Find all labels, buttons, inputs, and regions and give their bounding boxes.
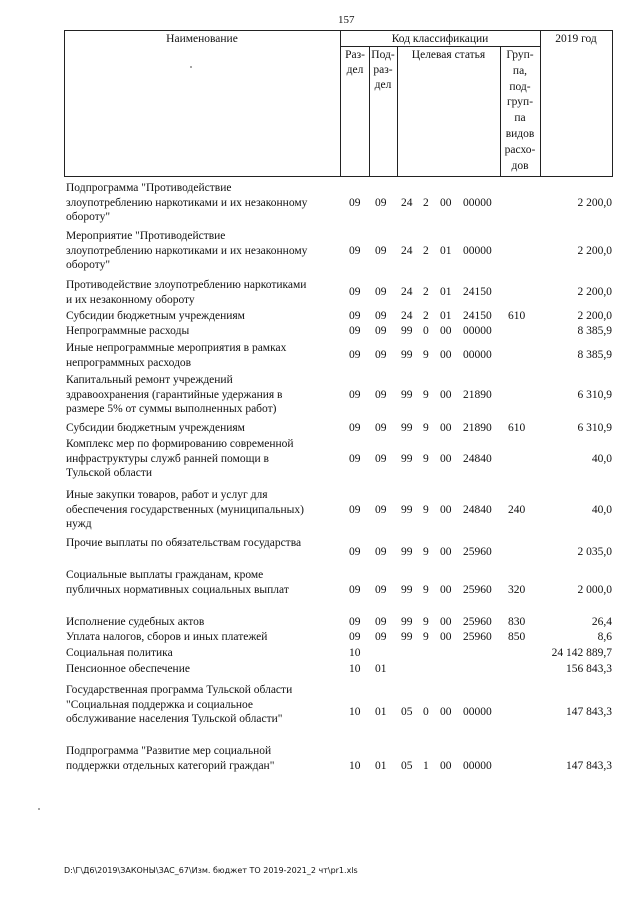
row-podrazdel: 09 <box>375 583 387 596</box>
row-podrazdel: 09 <box>375 286 387 299</box>
row-name-line: Государственная программа Тульской области <box>66 684 293 696</box>
row-name <box>66 341 338 370</box>
row-target-program: 99 <box>401 388 413 401</box>
row-name <box>66 181 338 225</box>
row-target-direction: 24840 <box>463 452 492 465</box>
row-name-line: Социальная политика <box>66 647 173 659</box>
row-name <box>66 373 338 417</box>
header-razdel: Раз- дел <box>345 49 365 76</box>
row-target-direction: 00000 <box>463 325 492 337</box>
row-target-direction: 00000 <box>463 759 492 772</box>
row-name <box>66 615 338 630</box>
row-target-program: 24 <box>401 244 413 257</box>
row-sum: 40,0 <box>591 503 612 516</box>
row-name-line: Социальные выплаты гражданам, кроме <box>66 569 264 581</box>
row-name <box>66 437 338 481</box>
row-name-line: обороту" <box>66 259 111 271</box>
row-name-line: Подпрограмма "Противодействие <box>66 182 232 194</box>
row-sum: 2 035,0 <box>577 545 612 558</box>
row-target-event: 00 <box>440 422 452 434</box>
row-name-line: Тульской области <box>66 467 153 479</box>
row-name-line: Уплата налогов, сборов и иных платежей <box>66 631 268 643</box>
row-name-line: Исполнение судебных актов <box>66 616 205 628</box>
row-name-line: инфраструктуры служб ранней помощи в <box>66 452 269 465</box>
row-podrazdel: 09 <box>375 349 387 362</box>
row-target-subprogram: 9 <box>423 583 429 596</box>
row-target-program: 99 <box>401 503 413 516</box>
row-target-direction: 00000 <box>463 244 492 257</box>
row-target-subprogram: 9 <box>423 349 429 362</box>
row-sum: 8 385,9 <box>577 349 612 362</box>
row-sum: 6 310,9 <box>577 422 612 434</box>
row-name <box>66 309 338 324</box>
row-sum: 147 843,3 <box>566 705 612 718</box>
header-vid: Груп- па, под- груп- па видов расхо- дов <box>504 49 536 172</box>
row-sum: 147 843,3 <box>566 759 612 772</box>
row-name <box>66 646 338 661</box>
row-name-line: Подпрограмма "Развитие мер социальной <box>66 745 272 757</box>
row-podrazdel: 09 <box>375 310 387 322</box>
row-razdel: 09 <box>349 388 361 401</box>
row-target-direction: 00000 <box>463 349 492 362</box>
row-target-program: 05 <box>401 759 413 772</box>
row-name-line: нужд <box>66 518 92 530</box>
row-target-subprogram: 9 <box>423 545 429 558</box>
row-name-line: Комплекс мер по формированию современной <box>66 438 294 450</box>
row-target-program: 99 <box>401 583 413 596</box>
row-target-subprogram: 9 <box>423 452 429 465</box>
row-podrazdel: 09 <box>375 631 387 643</box>
row-name-line: злоупотреблению наркотиками и их незаконному <box>66 196 308 209</box>
row-name <box>66 324 338 339</box>
row-name-line: Пенсионное обеспечение <box>66 663 190 675</box>
row-name-line: обслуживание населения Тульской области" <box>66 713 283 725</box>
row-target-program: 99 <box>401 631 413 643</box>
row-name-line: Иные закупки товаров, работ и услуг для <box>66 489 268 501</box>
row-razdel: 09 <box>349 422 361 434</box>
row-name-line: Субсидии бюджетным учреждениям <box>66 422 245 434</box>
row-razdel: 09 <box>349 349 361 362</box>
row-expense-type: 830 <box>508 616 526 628</box>
row-name-line: Капитальный ремонт учреждений <box>66 374 233 386</box>
row-expense-type: 610 <box>508 310 526 322</box>
row-sum: 2 200,0 <box>577 196 612 209</box>
row-name-line: поддержки отдельных категорий граждан" <box>66 759 275 772</box>
row-name <box>66 229 338 273</box>
row-name-line: размере 5% от суммы выполненных работ) <box>66 403 277 415</box>
row-podrazdel: 09 <box>375 452 387 465</box>
row-target-program: 24 <box>401 310 413 322</box>
row-podrazdel: 09 <box>375 616 387 628</box>
row-podrazdel: 09 <box>375 388 387 401</box>
row-podrazdel: 09 <box>375 503 387 516</box>
row-target-direction: 24840 <box>463 503 492 516</box>
row-target-subprogram: 9 <box>423 422 429 434</box>
header-name: Наименование <box>166 33 238 45</box>
row-razdel: 10 <box>349 759 361 772</box>
row-target-event: 00 <box>440 759 452 772</box>
row-target-direction: 00000 <box>463 196 492 209</box>
row-name <box>66 630 338 645</box>
row-target-event: 00 <box>440 616 452 628</box>
row-sum: 2 200,0 <box>577 310 612 322</box>
row-target-event: 00 <box>440 349 452 362</box>
row-target-event: 00 <box>440 325 452 337</box>
row-target-event: 01 <box>440 310 452 322</box>
row-sum: 40,0 <box>591 452 612 465</box>
row-target-event: 00 <box>440 196 452 209</box>
row-razdel: 09 <box>349 545 361 558</box>
row-name <box>66 421 338 436</box>
row-target-subprogram: 0 <box>423 325 429 337</box>
row-podrazdel: 01 <box>375 759 387 772</box>
row-name <box>66 744 338 773</box>
row-target-direction: 00000 <box>463 705 492 718</box>
row-name-line: и их незаконному обороту <box>66 293 195 306</box>
row-name <box>66 488 338 532</box>
row-podrazdel: 01 <box>375 663 387 675</box>
row-sum: 156 843,3 <box>566 663 612 675</box>
row-name-line: Иные непрограммные мероприятия в рамках <box>66 342 287 354</box>
row-razdel: 09 <box>349 616 361 628</box>
row-name-line: "Социальная поддержка и социальное <box>66 698 254 711</box>
row-sum: 8,6 <box>597 631 612 643</box>
row-target-direction: 25960 <box>463 583 492 596</box>
row-target-event: 00 <box>440 631 452 643</box>
row-target-event: 01 <box>440 244 452 257</box>
row-razdel: 09 <box>349 196 361 209</box>
row-target-program: 99 <box>401 545 413 558</box>
row-podrazdel: 09 <box>375 325 387 337</box>
row-podrazdel: 09 <box>375 545 387 558</box>
row-podrazdel: 09 <box>375 422 387 434</box>
row-target-subprogram: 0 <box>423 705 429 718</box>
page-number: 157 <box>338 14 355 26</box>
row-name <box>66 683 338 727</box>
row-target-program: 99 <box>401 349 413 362</box>
row-target-event: 00 <box>440 705 452 718</box>
row-expense-type: 240 <box>508 503 526 516</box>
row-expense-type: 610 <box>508 422 526 434</box>
row-target-event: 00 <box>440 452 452 465</box>
header-year: 2019 год <box>555 33 597 45</box>
row-target-program: 99 <box>401 422 413 434</box>
row-target-event: 00 <box>440 545 452 558</box>
row-sum: 26,4 <box>591 616 612 628</box>
row-target-subprogram: 2 <box>423 310 429 322</box>
row-target-program: 24 <box>401 286 413 299</box>
row-name-line: публичных нормативных социальных выплат <box>66 583 289 596</box>
row-name <box>66 278 338 307</box>
row-razdel: 10 <box>349 647 361 659</box>
row-name-line: Противодействие злоупотреблению наркотиками <box>66 279 307 291</box>
row-name-line: Субсидии бюджетным учреждениям <box>66 310 245 322</box>
row-target-event: 00 <box>440 503 452 516</box>
file-path-footer: D:\Г\Д6\2019\ЗАКОНЫ\ЗАС_67\Изм. бюджет ТО 2019-2021_2 чт\pr1.xls <box>64 866 358 875</box>
row-target-program: 99 <box>401 452 413 465</box>
row-target-direction: 21890 <box>463 422 492 434</box>
row-target-direction: 25960 <box>463 545 492 558</box>
row-target-event: 00 <box>440 583 452 596</box>
row-target-subprogram: 2 <box>423 244 429 257</box>
row-podrazdel: 01 <box>375 705 387 718</box>
row-name-line: непрограммных расходов <box>66 356 192 369</box>
row-name-line: обороту" <box>66 211 111 223</box>
row-target-program: 05 <box>401 705 413 718</box>
row-target-program: 99 <box>401 616 413 628</box>
row-razdel: 09 <box>349 583 361 596</box>
row-name <box>66 536 338 551</box>
row-target-direction: 24150 <box>463 310 492 322</box>
row-sum: 6 310,9 <box>577 388 612 401</box>
row-expense-type: 320 <box>508 583 526 596</box>
scan-speck <box>38 808 40 810</box>
row-sum: 24 142 889,7 <box>551 647 612 659</box>
row-target-subprogram: 2 <box>423 196 429 209</box>
row-expense-type: 850 <box>508 631 526 643</box>
row-target-program: 24 <box>401 196 413 209</box>
row-razdel: 10 <box>349 705 361 718</box>
header-podrazdel: Под- раз- дел <box>371 49 395 91</box>
row-sum: 2 200,0 <box>577 286 612 299</box>
row-target-event: 01 <box>440 286 452 299</box>
row-sum: 2 200,0 <box>577 244 612 257</box>
row-target-subprogram: 9 <box>423 388 429 401</box>
row-target-subprogram: 2 <box>423 286 429 299</box>
row-target-subprogram: 9 <box>423 631 429 643</box>
row-target-subprogram: 9 <box>423 503 429 516</box>
row-name <box>66 568 338 597</box>
row-target-subprogram: 1 <box>423 759 429 772</box>
row-name-line: Прочие выплаты по обязательствам государства <box>66 537 302 549</box>
row-name <box>66 662 338 677</box>
scan-speck <box>190 66 192 68</box>
row-sum: 2 000,0 <box>577 583 612 596</box>
row-razdel: 10 <box>349 663 361 675</box>
row-name-line: здравоохранения (гарантийные удержания в <box>66 388 283 401</box>
row-name-line: Непрограммные расходы <box>66 325 190 337</box>
row-sum: 8 385,9 <box>577 325 612 337</box>
header-classification: Код классификации <box>391 33 489 45</box>
row-target-program: 99 <box>401 325 413 337</box>
row-target-direction: 24150 <box>463 286 492 299</box>
row-razdel: 09 <box>349 452 361 465</box>
row-target-subprogram: 9 <box>423 616 429 628</box>
row-target-direction: 21890 <box>463 388 492 401</box>
row-razdel: 09 <box>349 503 361 516</box>
row-target-direction: 25960 <box>463 631 492 643</box>
row-razdel: 09 <box>349 286 361 299</box>
row-razdel: 09 <box>349 631 361 643</box>
row-podrazdel: 09 <box>375 196 387 209</box>
row-podrazdel: 09 <box>375 244 387 257</box>
header-target: Целевая статья <box>411 49 486 61</box>
row-name-line: Мероприятие "Противодействие <box>66 230 226 242</box>
row-name-line: обеспечения государственных (муниципальных) <box>66 503 304 516</box>
row-razdel: 09 <box>349 325 361 337</box>
row-razdel: 09 <box>349 310 361 322</box>
row-target-event: 00 <box>440 388 452 401</box>
row-target-direction: 25960 <box>463 616 492 628</box>
row-razdel: 09 <box>349 244 361 257</box>
row-name-line: злоупотреблению наркотиками и их незаконному <box>66 244 308 257</box>
